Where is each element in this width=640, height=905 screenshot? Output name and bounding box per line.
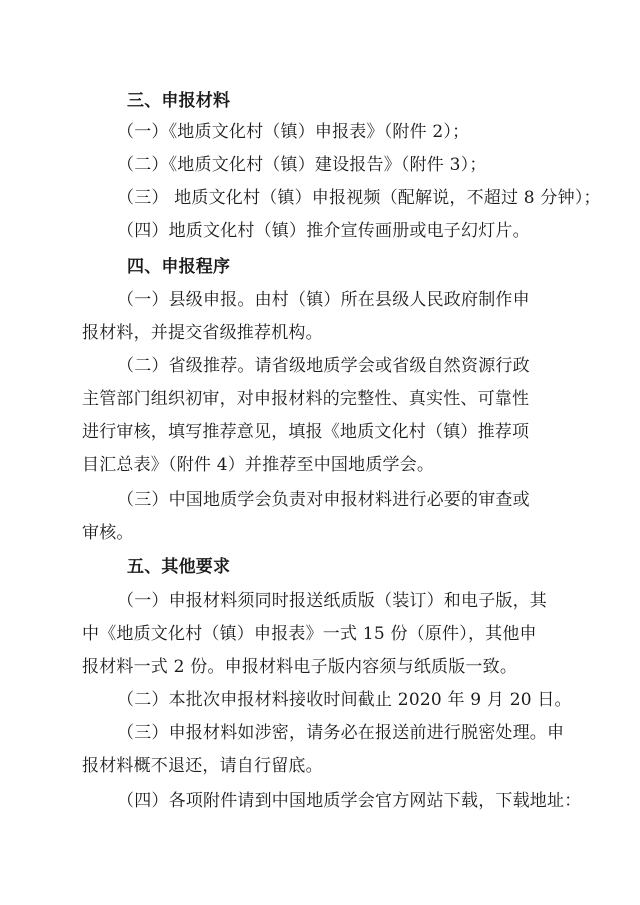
requirements-paragraph-4-line-1: （四）各项附件请到中国地质学会官方网站下载，下载地址： bbox=[117, 791, 582, 811]
section-heading-procedure: 四、申报程序 bbox=[127, 257, 231, 277]
procedure-paragraph-2-line-1: （二）省级推荐。请省级地质学会或省级自然资源行政 bbox=[117, 356, 530, 376]
requirements-paragraph-3-line-2: 报材料概不退还，请自行留底。 bbox=[82, 756, 323, 776]
procedure-paragraph-2-line-4: 目汇总表》（附件 4）并推荐至中国地质学会。 bbox=[82, 455, 435, 475]
procedure-paragraph-3-line-1: （三）中国地质学会负责对申报材料进行必要的审查或 bbox=[117, 490, 530, 510]
procedure-paragraph-1-line-1: （一）县级申报。由村（镇）所在县级人民政府制作申 bbox=[117, 290, 530, 310]
requirements-paragraph-2-line-1: （二）本批次申报材料接收时间截止 2020 年 9 月 20 日。 bbox=[117, 690, 572, 710]
materials-item-3: （三） 地质文化村（镇）申报视频（配解说，不超过 8 分钟）； bbox=[117, 188, 601, 208]
requirements-paragraph-1-line-2: 中《地质文化村（镇）申报表》一式 15 份（原件），其他申 bbox=[82, 624, 537, 644]
procedure-paragraph-1-line-2: 报材料，并提交省级推荐机构。 bbox=[82, 323, 323, 343]
requirements-paragraph-3-line-1: （三）申报材料如涉密，请务必在报送前进行脱密处理。申 bbox=[117, 723, 565, 743]
section-heading-materials: 三、申报材料 bbox=[127, 91, 231, 111]
procedure-paragraph-3-line-2: 审核。 bbox=[82, 523, 134, 543]
section-heading-other-requirements: 五、其他要求 bbox=[127, 557, 231, 577]
requirements-paragraph-1-line-1: （一）申报材料须同时报送纸质版（装订）和电子版，其 bbox=[117, 591, 547, 611]
materials-item-2: （二）《地质文化村（镇）建设报告》（附件 3）； bbox=[117, 155, 487, 175]
procedure-paragraph-2-line-3: 进行审核，填写推荐意见，填报《地质文化村（镇）推荐项 bbox=[82, 422, 530, 442]
materials-item-4: （四）地质文化村（镇）推介宣传画册或电子幻灯片。 bbox=[117, 221, 530, 241]
requirements-paragraph-1-line-3: 报材料一式 2 份。申报材料电子版内容须与纸质版一致。 bbox=[82, 657, 518, 677]
materials-item-1: （一）《地质文化村（镇）申报表》（附件 2）； bbox=[117, 122, 470, 142]
procedure-paragraph-2-line-2: 主管部门组织初审，对申报材料的完整性、真实性、可靠性 bbox=[82, 389, 530, 409]
